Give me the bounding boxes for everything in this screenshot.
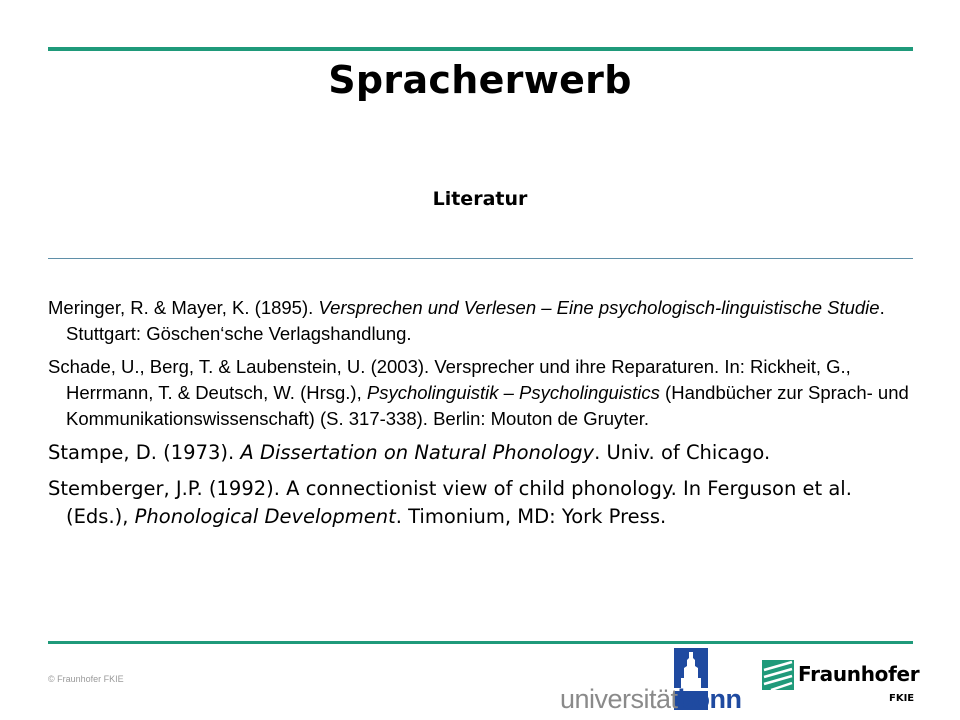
reference-stampe [48,439,918,467]
reference-title: A Dissertation on Natural Phonology [240,441,595,464]
reference-stemberger [48,475,918,531]
uni-bonn-wordmark [560,684,742,715]
reference-text: Meringer, R. & Mayer, K. (1895). [48,297,319,318]
fraunhofer-wordmark: Fraunhofer [798,662,920,686]
uni-wordmark-bonn: bonn [677,684,742,714]
reference-list [48,295,918,539]
reference-text: Stemberger, J.P. (1992). A connectionist view of child phonology. In Ferguson et al. (Eds.), [48,477,852,528]
reference-text: . Stuttgart: Göschen‘sche Verlagshandlung. [66,297,885,344]
fraunhofer-logo [762,660,922,710]
uni-bonn-logo [560,648,742,714]
reference-title: Phonological Development [134,505,396,528]
reference-text: . Univ. of Chicago. [594,441,771,464]
reference-text: Stampe, D. (1973). [48,441,241,464]
bottom-rule [48,641,913,644]
reference-text: Schade, U., Berg, T. & Laubenstein, U. (2003). Versprecher und ihre Reparaturen. In: Rickheit, G., Herrmann, T. & Deutsch, W. (Hrsg.), [48,356,851,403]
reference-text: (Handbücher zur Sprach- und Kommunikationswissenschaft) (S. 317-338). Berlin: Mouton de Gruyter. [66,382,909,429]
reference-schade [48,354,918,432]
fraunhofer-institute: FKIE [889,693,915,704]
fraunhofer-mark-icon [762,660,794,690]
uni-wordmark-prefix: universität [560,684,678,714]
reference-title: Versprechen und Verlesen – Eine psychologisch-linguistische Studie [318,297,880,318]
slide-subtitle: Literatur [432,188,528,210]
reference-text: . Timonium, MD: York Press. [395,505,667,528]
top-rule [48,47,913,51]
slide-title: Spracherwerb [328,58,632,102]
reference-title: Psycholinguistik – Psycholinguistics [366,382,660,403]
reference-meringer [48,295,918,347]
copyright-notice: © Fraunhofer FKIE [48,674,124,684]
divider-rule [48,258,913,259]
